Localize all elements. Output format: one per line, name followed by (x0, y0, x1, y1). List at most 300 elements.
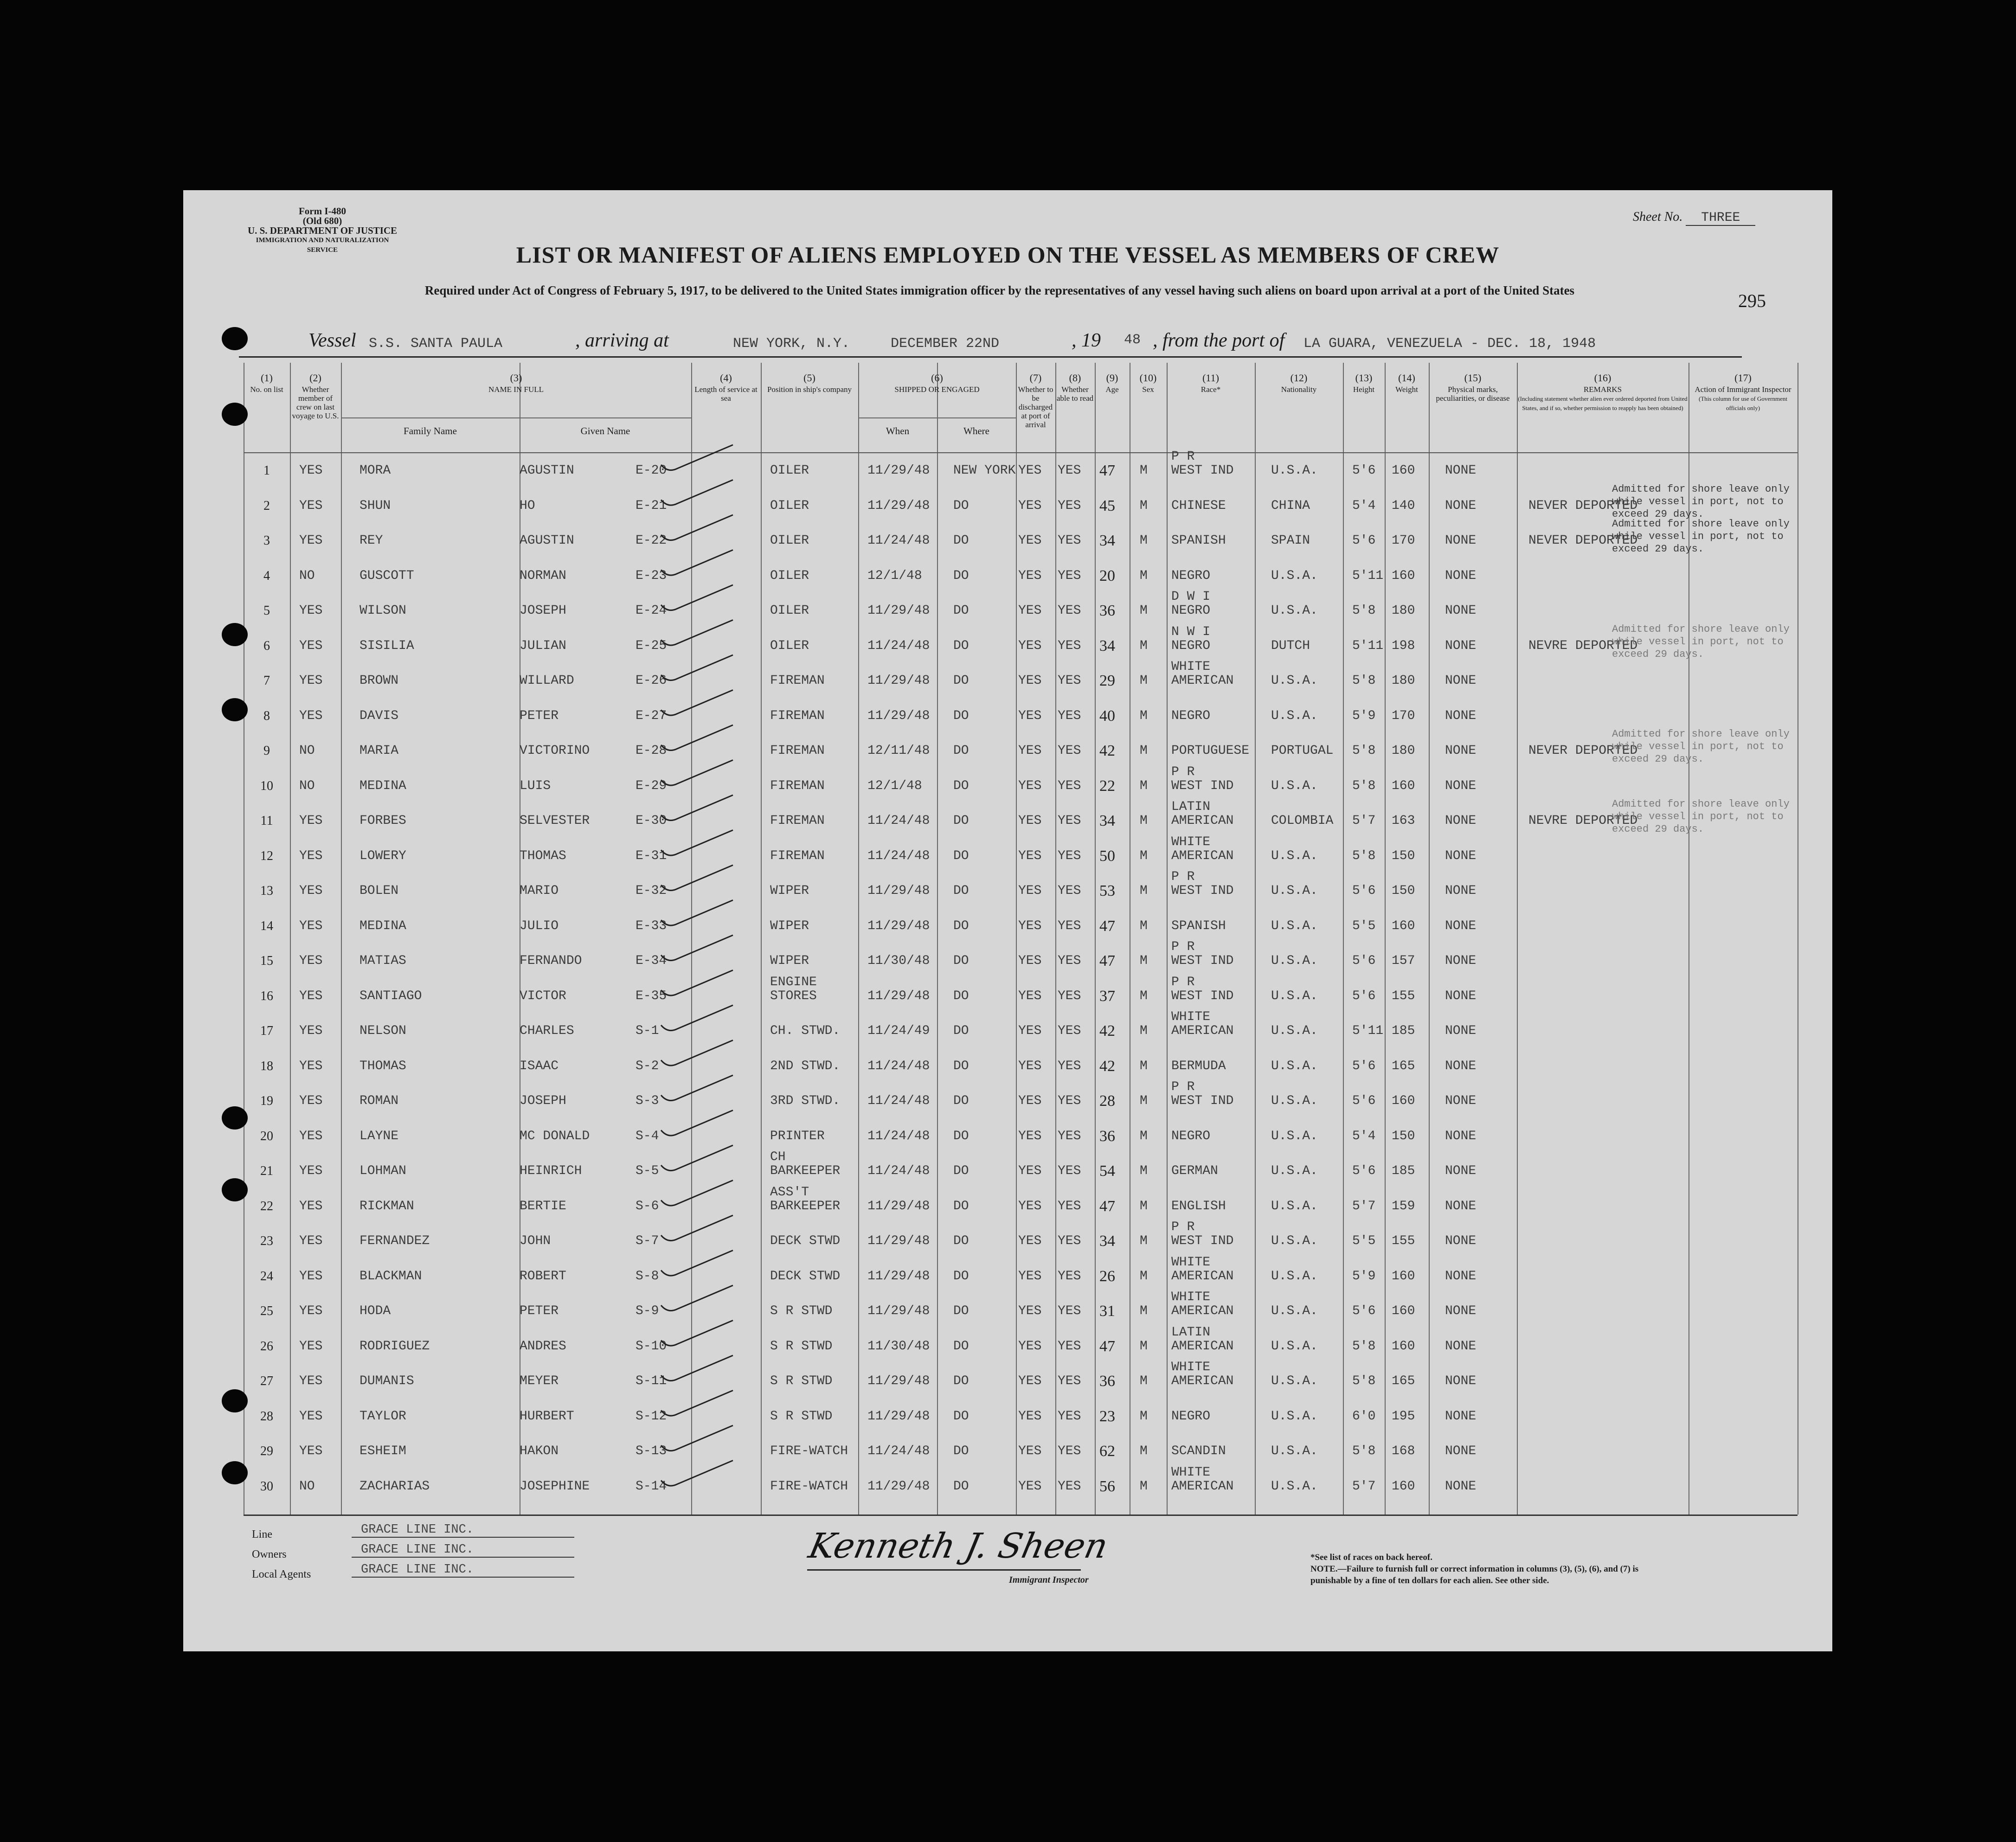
given-name: ROBERT (520, 1269, 566, 1284)
header-family-name: Family Name (404, 425, 457, 436)
weight-value: 155 (1392, 988, 1415, 1003)
discharged-value: YES (1018, 1024, 1042, 1038)
height-value: 6'0 (1352, 1409, 1376, 1424)
race-value: PORTUGUESE (1171, 744, 1250, 758)
physical-marks-value: NONE (1445, 744, 1477, 758)
header-shipped-number: (6) (931, 372, 943, 384)
given-name: MARIO (520, 884, 559, 898)
sex-value: M (1140, 498, 1148, 513)
weight-value: 180 (1392, 674, 1415, 688)
shipped-when: 11/29/48 (867, 1374, 930, 1388)
discharged-value: YES (1018, 1234, 1042, 1248)
physical-marks-value: NONE (1445, 884, 1477, 898)
last-voyage-value: NO (299, 1479, 315, 1494)
nationality-value: U.S.A. (1271, 708, 1318, 723)
height-value: 5'4 (1352, 1129, 1376, 1143)
position-value: OILER (770, 603, 809, 618)
checkmark (661, 1215, 733, 1241)
discharged-value: YES (1018, 1339, 1042, 1354)
physical-marks-value: NONE (1445, 814, 1477, 828)
shipped-where: DO (953, 918, 969, 933)
shipped-when: 11/24/48 (867, 533, 930, 548)
admitted-stamp: Admitted for shore leave only while vessel in port, not to exceed 29 days. (1612, 518, 1790, 555)
position-value: FIREMAN (770, 744, 825, 758)
height-value: 5'8 (1352, 778, 1376, 793)
able-read-value: YES (1058, 1234, 1081, 1248)
weight-value: 198 (1392, 638, 1415, 653)
arrival-port: NEW YORK, N.Y. (733, 336, 850, 352)
header-length-service-number: (4) (720, 372, 732, 384)
crew-code: E-29 (636, 778, 667, 793)
position-value: CH. STWD. (770, 1024, 841, 1038)
given-name: JULIO (520, 918, 559, 933)
checkmark (661, 1181, 733, 1206)
race-value: P R WEST IND (1171, 1080, 1234, 1108)
checkmark (661, 1425, 733, 1451)
checkmark (661, 1321, 733, 1346)
inspector-label: Immigrant Inspector (1009, 1575, 1089, 1585)
position-value: ENGINE STORES (770, 975, 817, 1003)
last-voyage-value: YES (299, 1199, 323, 1213)
position-value: 3RD STWD. (770, 1094, 841, 1108)
last-voyage-value: YES (299, 1024, 323, 1038)
remarks-value: NEVER DEPORTED (1528, 533, 1638, 548)
sex-value: M (1140, 954, 1148, 968)
crew-code: S-4 (636, 1129, 659, 1143)
sex-value: M (1140, 988, 1148, 1003)
race-value: GERMAN (1171, 1164, 1218, 1178)
position-value: WIPER (770, 884, 809, 898)
checkmark (661, 585, 733, 610)
discharged-value: YES (1018, 1479, 1042, 1494)
shipped-when: 11/29/48 (867, 603, 930, 618)
shipped-where: DO (953, 674, 969, 688)
row-number: 10 (260, 778, 273, 793)
sex-value: M (1140, 533, 1148, 548)
shipped-when: 11/29/48 (867, 1409, 930, 1424)
sex-value: M (1140, 884, 1148, 898)
nationality-value: U.S.A. (1271, 848, 1318, 863)
height-value: 5'7 (1352, 814, 1376, 828)
weight-value: 160 (1392, 568, 1415, 583)
race-value: NEGRO (1171, 568, 1211, 583)
shipped-when: 11/24/48 (867, 848, 930, 863)
header-physical-marks-text: Physical marks, peculiarities, or disease (1436, 385, 1510, 403)
family-name: BOLEN (360, 884, 399, 898)
height-value: 5'6 (1352, 1164, 1376, 1178)
able-read-value: YES (1058, 1339, 1081, 1354)
last-voyage-value: NO (299, 778, 315, 793)
arrival-year: 48 (1124, 332, 1141, 348)
header-position-text: Position in ship's company (767, 385, 852, 394)
age-value: 20 (1099, 567, 1115, 584)
last-voyage-value: YES (299, 814, 323, 828)
last-voyage-value: YES (299, 1129, 323, 1143)
position-value: FIREMAN (770, 848, 825, 863)
given-name: PETER (520, 1304, 559, 1318)
age-value: 47 (1099, 462, 1115, 479)
header-remarks-text: REMARKS (1583, 385, 1622, 394)
last-voyage-value: YES (299, 1269, 323, 1284)
given-name: PETER (520, 708, 559, 723)
physical-marks-value: NONE (1445, 1164, 1477, 1178)
last-voyage-value: YES (299, 1059, 323, 1073)
family-name: THOMAS (360, 1059, 406, 1073)
given-name: JOSEPH (520, 1094, 566, 1108)
header-race-number: (11) (1202, 372, 1219, 384)
height-value: 5'11 (1352, 568, 1384, 583)
race-value: WHITE AMERICAN (1171, 834, 1234, 863)
sex-value: M (1140, 638, 1148, 653)
nationality-value: U.S.A. (1271, 1374, 1318, 1388)
crew-code: S-14 (636, 1479, 667, 1494)
position-value: WIPER (770, 918, 809, 933)
weight-value: 170 (1392, 533, 1415, 548)
shipped-where: DO (953, 988, 969, 1003)
arrival-date: DECEMBER 22ND (891, 336, 1000, 352)
weight-value: 165 (1392, 1374, 1415, 1388)
race-value: P R WEST IND (1171, 1220, 1234, 1248)
weight-value: 185 (1392, 1164, 1415, 1178)
given-name: HAKON (520, 1444, 559, 1458)
family-name: SISILIA (360, 638, 414, 653)
footer-notes: *See list of races on back hereof. NOTE.—Failure to furnish full or correct information in columns (3), (5), (6), and (7) is punishable by a fine of ten dollars for each alien. See other side. (1310, 1553, 1639, 1585)
nationality-value: U.S.A. (1271, 1024, 1318, 1038)
punch-hole (222, 403, 248, 426)
shipped-where: DO (953, 1164, 969, 1178)
position-value: S R STWD (770, 1409, 833, 1424)
family-name: FERNANDEZ (360, 1234, 430, 1248)
header-remarks-number: (16) (1594, 372, 1612, 384)
header-name-number: (3) (510, 372, 522, 384)
race-value: BERMUDA (1171, 1059, 1226, 1073)
sex-value: M (1140, 1059, 1148, 1073)
shipped-when: 11/29/48 (867, 1479, 930, 1494)
page-number: 295 (1738, 290, 1766, 311)
race-value: P R WEST IND (1171, 764, 1234, 793)
race-value: ENGLISH (1171, 1199, 1226, 1213)
checkmark (661, 865, 733, 891)
position-value: DECK STWD (770, 1234, 841, 1248)
discharged-value: YES (1018, 1059, 1042, 1073)
header-weight-number: (14) (1398, 372, 1415, 384)
shipped-when: 11/24/48 (867, 638, 930, 653)
checkmark (661, 970, 733, 996)
shipped-where: DO (953, 848, 969, 863)
header-inspector-action-subtext: (This column for use of Government officials only) (1699, 395, 1787, 411)
header-weight-text: Weight (1395, 385, 1418, 394)
position-value: DECK STWD (770, 1269, 841, 1284)
able-read-value: YES (1058, 988, 1081, 1003)
family-name: BROWN (360, 674, 399, 688)
nationality-value: U.S.A. (1271, 1129, 1318, 1143)
race-value: D W I NEGRO (1171, 590, 1211, 618)
shipped-when: 11/29/48 (867, 1234, 930, 1248)
last-voyage-value: NO (299, 744, 315, 758)
header-where: Where (963, 425, 989, 436)
last-voyage-value: YES (299, 988, 323, 1003)
given-name: WILLARD (520, 674, 574, 688)
checkmark (661, 550, 733, 576)
given-name: AGUSTIN (520, 533, 574, 548)
family-name: WILSON (360, 603, 406, 618)
shipped-when: 11/30/48 (867, 1339, 930, 1354)
able-read-value: YES (1058, 884, 1081, 898)
nationality-value: U.S.A. (1271, 1444, 1318, 1458)
shipped-when: 11/29/48 (867, 1269, 930, 1284)
crew-code: S-8 (636, 1269, 659, 1284)
age-value: 28 (1099, 1092, 1115, 1110)
family-name: RICKMAN (360, 1199, 414, 1213)
punch-hole (222, 698, 248, 721)
shipped-when: 11/29/48 (867, 884, 930, 898)
shipped-where: DO (953, 884, 969, 898)
weight-value: 195 (1392, 1409, 1415, 1424)
race-value: P R WEST IND (1171, 975, 1234, 1003)
age-value: 53 (1099, 882, 1115, 899)
race-value: WHITE AMERICAN (1171, 1465, 1234, 1494)
discharged-value: YES (1018, 778, 1042, 793)
row-number: 22 (260, 1199, 273, 1213)
given-name: JOHN (520, 1234, 551, 1248)
shipped-when: 11/29/48 (867, 498, 930, 513)
height-value: 5'6 (1352, 1304, 1376, 1318)
last-voyage-value: YES (299, 603, 323, 618)
manifest-title: LIST OR MANIFEST OF ALIENS EMPLOYED ON THE VESSEL AS MEMBERS OF CREW (516, 242, 1500, 268)
family-name: DAVIS (360, 708, 399, 723)
able-read-value: YES (1058, 1479, 1081, 1494)
crew-code: S-5 (636, 1164, 659, 1178)
nationality-value: U.S.A. (1271, 918, 1318, 933)
able-read-value: YES (1058, 1094, 1081, 1108)
row-number: 29 (260, 1444, 273, 1458)
crew-code: E-27 (636, 708, 667, 723)
header-discharged-number: (7) (1029, 372, 1042, 384)
row-number: 1 (263, 463, 270, 478)
row-number: 28 (260, 1409, 273, 1424)
physical-marks-value: NONE (1445, 533, 1477, 548)
shipped-where: DO (953, 954, 969, 968)
able-read-value: YES (1058, 1304, 1081, 1318)
last-voyage-value: YES (299, 884, 323, 898)
race-value: WHITE AMERICAN (1171, 1290, 1234, 1318)
shipped-where: DO (953, 638, 969, 653)
age-value: 34 (1099, 1232, 1115, 1250)
row-number: 27 (260, 1374, 273, 1388)
vessel-line: Vessel S.S. SANTA PAULA , arriving at NEW YORK, N.Y. DECEMBER 22ND , 19 48 , from the port of LA GUARA, VENEZUELA - DEC. 18, 1948 (308, 330, 1596, 352)
sex-value: M (1140, 1304, 1148, 1318)
sex-value: M (1140, 1374, 1148, 1388)
admitted-stamp: Admitted for shore leave only while vessel in port, not to exceed 29 days. (1612, 798, 1790, 835)
row-number: 18 (260, 1059, 273, 1073)
family-name: NELSON (360, 1024, 406, 1038)
race-value: WHITE AMERICAN (1171, 1010, 1234, 1038)
able-read-value: YES (1058, 1409, 1081, 1424)
shipped-where: DO (953, 1199, 969, 1213)
race-value: WHITE AMERICAN (1171, 660, 1234, 688)
shipped-when: 11/24/48 (867, 1094, 930, 1108)
row-number: 12 (260, 848, 273, 863)
sex-value: M (1140, 1479, 1148, 1494)
last-voyage-value: YES (299, 1409, 323, 1424)
position-value: 2ND STWD. (770, 1059, 841, 1073)
able-read-value: YES (1058, 533, 1081, 548)
row-number: 17 (260, 1024, 273, 1038)
discharged-value: YES (1018, 708, 1042, 723)
height-value: 5'6 (1352, 954, 1376, 968)
shipped-when: 11/29/48 (867, 463, 930, 478)
checkmark (661, 690, 733, 716)
discharged-value: YES (1018, 603, 1042, 618)
given-name: NORMAN (520, 568, 566, 583)
position-value: FIRE-WATCH (770, 1444, 848, 1458)
punch-hole (222, 327, 248, 350)
discharged-value: YES (1018, 674, 1042, 688)
last-voyage-value: YES (299, 463, 323, 478)
weight-value: 160 (1392, 1479, 1415, 1494)
manifest-subtitle: Required under Act of Congress of February 5, 1917, to be delivered to the United States immigration officer by the representatives of any vessel having such aliens on board upon arrival at a port of the United States (424, 283, 1575, 297)
given-name: CHARLES (520, 1024, 574, 1038)
checkmark (661, 1251, 733, 1276)
family-name: TAYLOR (360, 1409, 406, 1424)
shipped-where: NEW YORK (953, 463, 1016, 478)
race-value: LATIN AMERICAN (1171, 1325, 1234, 1354)
discharged-value: YES (1018, 884, 1042, 898)
family-name: DUMANIS (360, 1374, 414, 1388)
height-value: 5'8 (1352, 1339, 1376, 1354)
crew-code: E-25 (636, 638, 667, 653)
sex-value: M (1140, 674, 1148, 688)
checkmark (661, 935, 733, 961)
able-read-value: YES (1058, 463, 1081, 478)
row-number: 19 (260, 1094, 273, 1108)
shipped-where: DO (953, 1234, 969, 1248)
physical-marks-value: NONE (1445, 918, 1477, 933)
footer-local-agents: Local Agents GRACE LINE INC. (252, 1568, 311, 1581)
last-voyage-value: YES (299, 1339, 323, 1354)
shipped-where: DO (953, 814, 969, 828)
family-name: GUSCOTT (360, 568, 414, 583)
weight-value: 157 (1392, 954, 1415, 968)
row-number: 13 (260, 884, 273, 898)
header-sex-number: (10) (1139, 372, 1157, 384)
header-when: When (886, 425, 910, 436)
able-read-value: YES (1058, 1024, 1081, 1038)
physical-marks-value: NONE (1445, 848, 1477, 863)
remarks-value: NEVRE DEPORTED (1528, 814, 1638, 828)
remarks-value: NEVER DEPORTED (1528, 744, 1638, 758)
race-value: WHITE AMERICAN (1171, 1255, 1234, 1284)
able-read-value: YES (1058, 1164, 1081, 1178)
position-value: S R STWD (770, 1339, 833, 1354)
punch-hole (222, 1106, 248, 1130)
age-value: 34 (1099, 637, 1115, 655)
physical-marks-value: NONE (1445, 1059, 1477, 1073)
row-number: 8 (263, 708, 270, 723)
family-name: RODRIGUEZ (360, 1339, 430, 1354)
header-age-number: (9) (1106, 372, 1118, 384)
nationality-value: U.S.A. (1271, 954, 1318, 968)
admitted-stamp: Admitted for shore leave only while vessel in port, not to exceed 29 days. (1612, 623, 1790, 660)
checkmark (661, 795, 733, 821)
physical-marks-value: NONE (1445, 674, 1477, 688)
height-value: 5'11 (1352, 1024, 1384, 1038)
discharged-value: YES (1018, 744, 1042, 758)
position-value: OILER (770, 568, 809, 583)
last-voyage-value: YES (299, 1444, 323, 1458)
nationality-value: U.S.A. (1271, 778, 1318, 793)
header-discharged-text: Whether to be discharged at port of arrival (1018, 385, 1053, 429)
last-voyage-value: YES (299, 533, 323, 548)
able-read-value: YES (1058, 744, 1081, 758)
row-number: 6 (263, 638, 270, 653)
nationality-value: U.S.A. (1271, 1094, 1318, 1108)
checkmark (661, 1461, 733, 1486)
discharged-value: YES (1018, 463, 1042, 478)
shipped-when: 11/29/48 (867, 1199, 930, 1213)
height-value: 5'7 (1352, 1479, 1376, 1494)
position-value: FIREMAN (770, 674, 825, 688)
sex-value: M (1140, 1164, 1148, 1178)
age-value: 26 (1099, 1267, 1115, 1285)
checkmark (661, 620, 733, 646)
family-name: SHUN (360, 498, 391, 513)
footer-owners: Owners GRACE LINE INC. (252, 1548, 287, 1561)
nationality-value: U.S.A. (1271, 1164, 1318, 1178)
able-read-value: YES (1058, 568, 1081, 583)
shipped-when: 12/1/48 (867, 568, 922, 583)
race-value: LATIN AMERICAN (1171, 800, 1234, 828)
sex-value: M (1140, 918, 1148, 933)
crew-code: S-3 (636, 1094, 659, 1108)
family-name: ESHEIM (360, 1444, 406, 1458)
height-value: 5'8 (1352, 848, 1376, 863)
physical-marks-value: NONE (1445, 708, 1477, 723)
crew-code: E-30 (636, 814, 667, 828)
checkmarks (183, 190, 1832, 1651)
discharged-value: YES (1018, 954, 1042, 968)
crew-code: E-23 (636, 568, 667, 583)
age-value: 42 (1099, 1057, 1115, 1075)
discharged-value: YES (1018, 533, 1042, 548)
row-number: 4 (263, 568, 270, 583)
sex-value: M (1140, 1444, 1148, 1458)
shipped-where: DO (953, 1374, 969, 1388)
discharged-value: YES (1018, 638, 1042, 653)
age-value: 34 (1099, 812, 1115, 829)
shipped-where: DO (953, 1059, 969, 1073)
given-name: ANDRES (520, 1339, 566, 1354)
race-value: NEGRO (1171, 708, 1211, 723)
weight-value: 150 (1392, 1129, 1415, 1143)
given-name: BERTIE (520, 1199, 566, 1213)
family-name: MEDINA (360, 778, 406, 793)
header-remarks-subtext: (Including statement whether alien ever ordered deported from United States, and if so, whether permission to reapply has been obtained) (1518, 395, 1688, 411)
punch-hole (222, 1178, 248, 1201)
age-value: 50 (1099, 847, 1115, 865)
physical-marks-value: NONE (1445, 1409, 1477, 1424)
position-value: OILER (770, 638, 809, 653)
row-number: 16 (260, 988, 273, 1003)
height-value: 5'6 (1352, 988, 1376, 1003)
crew-code: E-21 (636, 498, 667, 513)
weight-value: 160 (1392, 918, 1415, 933)
weight-value: 170 (1392, 708, 1415, 723)
height-value: 5'5 (1352, 918, 1376, 933)
checkmark (661, 760, 733, 786)
sex-value: M (1140, 1234, 1148, 1248)
able-read-value: YES (1058, 848, 1081, 863)
